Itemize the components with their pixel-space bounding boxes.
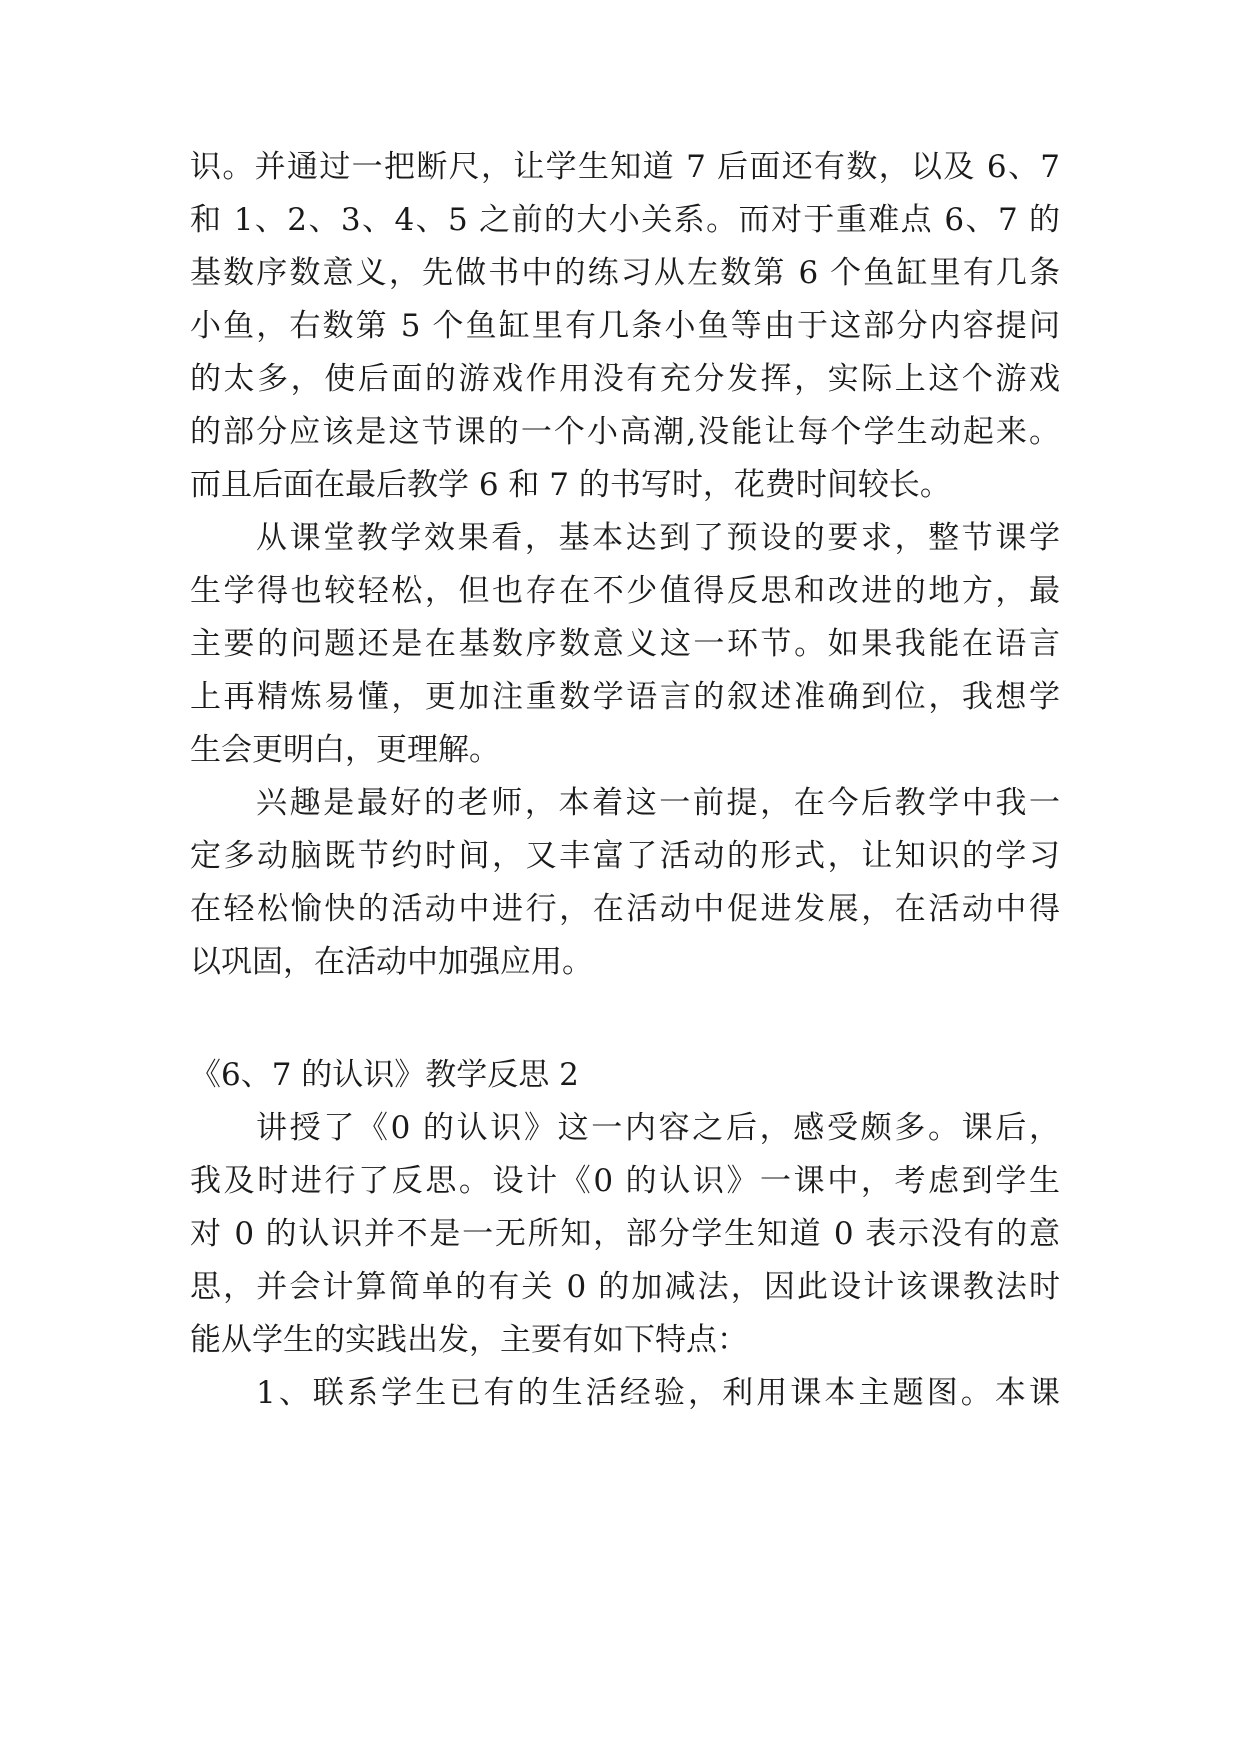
paragraph-3-line-3: 在轻松愉快的活动中进行，在活动中促进发展，在活动中得: [190, 891, 1060, 927]
paragraph-4-line-2: 我及时进行了反思。设计《0 的认识》一课中，考虑到学生: [190, 1163, 1060, 1199]
paragraph-2-line-4: 上再精炼易懂，更加注重数学语言的叙述准确到位，我想学: [190, 679, 1060, 715]
paragraph-2-line-1: 从课堂教学效果看，基本达到了预设的要求，整节课学: [256, 520, 1060, 556]
paragraph-4-line-4: 思，并会计算简单的有关 0 的加减法，因此设计该课教法时: [190, 1269, 1060, 1305]
paragraph-2-line-3: 主要的问题还是在基数序数意义这一环节。如果我能在语言: [190, 626, 1060, 662]
paragraph-1-line-1: 识。并通过一把断尺，让学生知道 7 后面还有数，以及 6、7: [190, 149, 1060, 185]
paragraph-4-line-5: 能从学生的实践出发，主要有如下特点：: [190, 1322, 748, 1358]
paragraph-1-line-4: 小鱼，右数第 5 个鱼缸里有几条小鱼等由于这部分内容提问: [190, 308, 1060, 344]
paragraph-4-line-3: 对 0 的认识并不是一无所知，部分学生知道 0 表示没有的意: [190, 1216, 1060, 1252]
paragraph-1-line-7: 而且后面在最后教学 6 和 7 的书写时，花费时间较长。: [190, 467, 951, 503]
paragraph-3-line-1: 兴趣是最好的老师，本着这一前提，在今后教学中我一: [256, 785, 1060, 821]
paragraph-2-line-2: 生学得也较轻松，但也存在不少值得反思和改进的地方，最: [190, 573, 1060, 609]
paragraph-3-line-2: 定多动脑既节约时间，又丰富了活动的形式，让知识的学习: [190, 838, 1060, 874]
paragraph-2-line-5: 生会更明白，更理解。: [190, 732, 500, 768]
paragraph-5-line-1: 1、联系学生已有的生活经验，利用课本主题图。本课: [256, 1375, 1060, 1411]
paragraph-1-line-2: 和 1、2、3、4、5 之前的大小关系。而对于重难点 6、7 的: [190, 202, 1060, 238]
paragraph-1-line-3: 基数序数意义，先做书中的练习从左数第 6 个鱼缸里有几条: [190, 255, 1060, 291]
paragraph-4-line-1: 讲授了《0 的认识》这一内容之后，感受颇多。课后，: [256, 1110, 1060, 1146]
paragraph-1-line-6: 的部分应该是这节课的一个小高潮,没能让每个学生动起来。: [190, 414, 1060, 450]
paragraph-1-line-5: 的太多，使后面的游戏作用没有充分发挥，实际上这个游戏: [190, 361, 1060, 397]
paragraph-3-line-4: 以巩固，在活动中加强应用。: [190, 944, 593, 980]
section-title: 《6、7 的认识》教学反思 2: [190, 1057, 579, 1093]
